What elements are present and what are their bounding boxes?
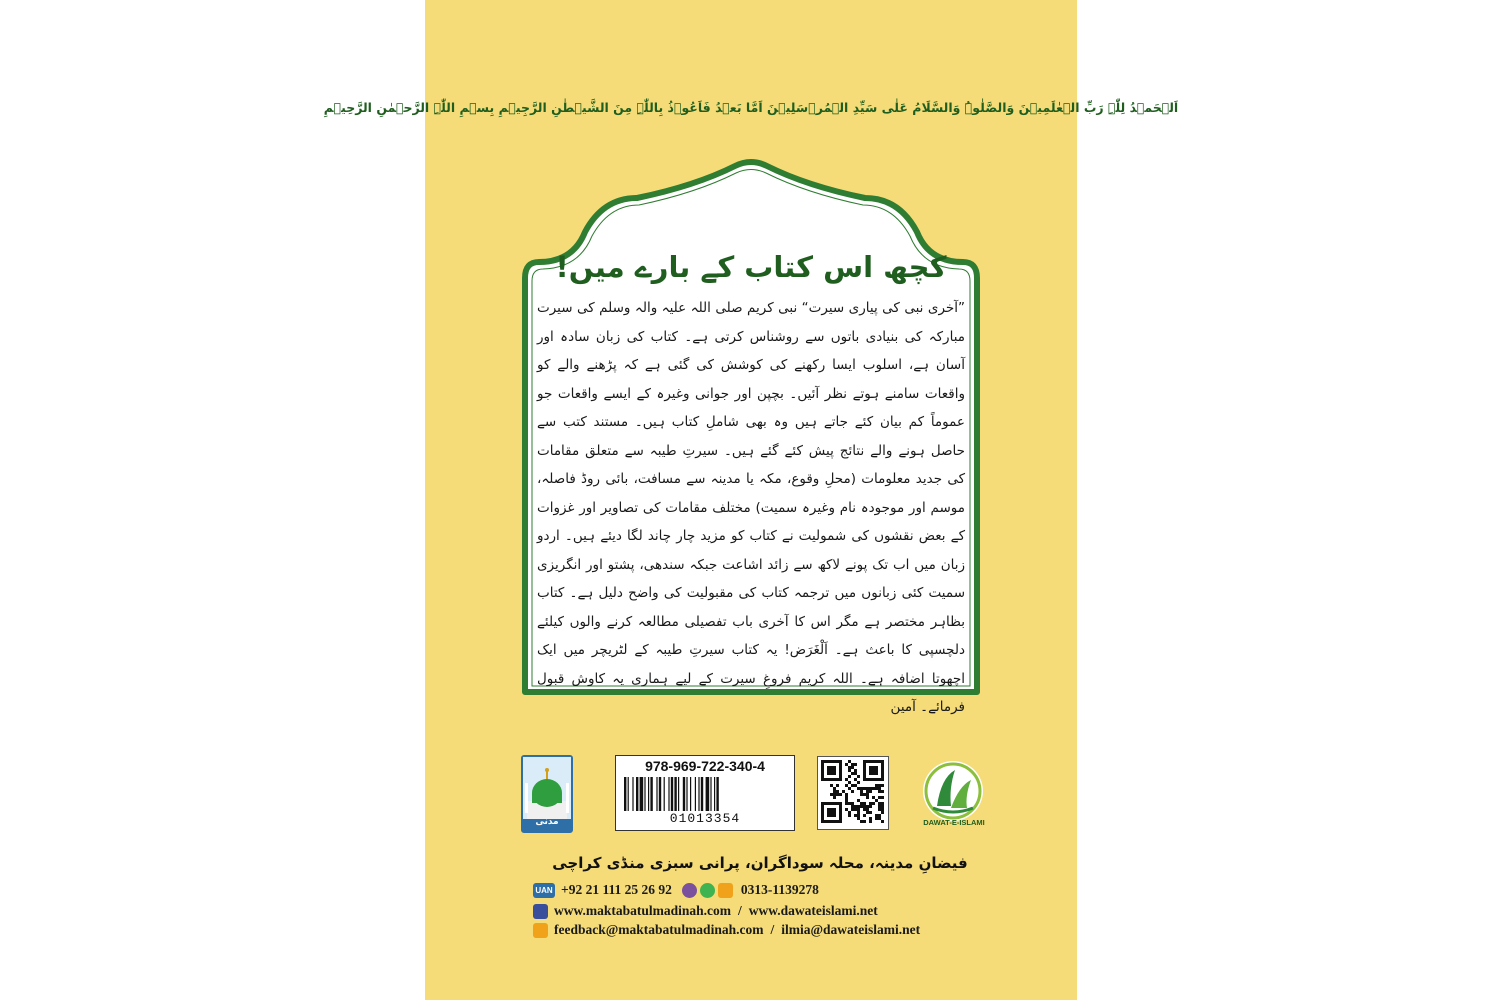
message-icon xyxy=(718,883,733,898)
email-row xyxy=(533,920,920,940)
barcode-icon xyxy=(624,777,786,811)
bismillah-header: اَلۡحَمۡدُ لِلّٰہِ رَبِّ الۡعٰلَمِیۡنَ وَالصَّلٰوۃُ وَالسَّلَامُ عَلٰی سَیِّدِ الۡمُرۡسَلِیۡنَ اَمَّا بَعۡدُ فَاَعُوۡذُ بِاللّٰہِ مِنَ الشَّیۡطٰنِ الرَّجِیۡمِ بِسۡمِ اللّٰہِ الرَّحۡمٰنِ الرَّحِیۡمِ xyxy=(323,99,1179,115)
about-book-text: ”آخری نبی کی پیاری سیرت“ نبی کریم صلی اللہ علیہ والہ وسلم کی سیرت مبارکہ کی بنیادی باتوں سے روشناس کرتی ہے۔ کتاب کی زبان سادہ اور آسان ہے، اسلوب ایسا رکھنے کی کوشش کی گئی ہے کہ پڑھنے والے کو واقعات سامنے ہوتے نظر آئیں۔ بچپن اور جوانی وغیرہ کے ایسے واقعات جو عموماً کم بیان کئے جاتے ہیں وہ بھی شاملِ کتاب ہیں۔ مستند کتب سے حاصل ہونے والے نتائج پیش کئے گئے ہیں۔ سیرتِ طیبہ سے متعلق مقامات کی جدید معلومات (محلِ وقوع، مکہ یا مدینہ سے مسافت، بائی روڈ فاصلہ، موسم اور موجودہ نام وغیرہ سمیت) مختلف مقامات کی تصاویر اور غزوات کے بعض نقشوں کی شمولیت نے کتاب کو مزید چار چاند لگا دیئے ہیں۔ اردو زبان میں اب تک پونے لاکھ سے زائد اشاعت جبکہ سندھی، پشتو اور انگریزی سمیت کئی زبانوں میں ترجمہ کتاب کی مقبولیت کی واضح دلیل ہے۔ کتاب بظاہر مختصر ہے مگر اس کا آخری باب تفصیلی مطالعہ کرنے والوں کیلئے دلچسپی کا باعث ہے۔ اَلْغَرَض! یہ کتاب سیرتِ طیبہ کے لٹریچر میں ایک اچھوتا اضافہ ہے۔ اللہ کریم فروغِ سیرت کے لیے ہماری یہ کاوش قبول فرمائے۔ آمین xyxy=(537,300,965,715)
mobile-number: 0313-1139278 xyxy=(740,882,819,897)
publisher-address: فیضانِ مدینہ، محلہ سوداگران، پرانی سبزی منڈی کراچی xyxy=(552,854,968,872)
viber-icon xyxy=(682,883,697,898)
isbn-code: 01013354 xyxy=(669,811,741,826)
publisher-caption: DAWAT-E-ISLAMI xyxy=(923,818,985,827)
separator: / xyxy=(770,922,775,937)
uan-number: +92 21 111 25 26 92 xyxy=(561,882,672,897)
email-ilmia[interactable]: ilmia@dawateislami.net xyxy=(781,922,921,937)
whatsapp-icon xyxy=(700,883,715,898)
email-feedback[interactable]: feedback@maktabatulmadinah.com xyxy=(554,922,764,937)
madani-logo-caption: مدنی xyxy=(535,817,559,827)
separator: / xyxy=(738,903,742,918)
uan-icon: UAN xyxy=(533,883,555,898)
book-back-cover xyxy=(323,0,1179,1000)
isbn-number: 978-969-722-340-4 xyxy=(645,758,765,774)
cart-icon xyxy=(533,904,548,919)
website-row xyxy=(533,901,878,921)
website-dawateislami[interactable]: www.dawateislami.net xyxy=(748,903,878,918)
phone-row xyxy=(533,880,819,900)
isbn-barcode-box xyxy=(615,755,795,831)
madani-channel-dome-icon xyxy=(521,755,573,833)
dawat-e-islami-logo-icon xyxy=(915,758,991,824)
about-book-title: کچھ اس کتاب کے بارے میں! xyxy=(555,250,947,284)
website-maktaba[interactable]: www.maktabatulmadinah.com xyxy=(554,903,732,918)
email-icon xyxy=(533,923,548,938)
qr-code-icon xyxy=(817,756,889,830)
